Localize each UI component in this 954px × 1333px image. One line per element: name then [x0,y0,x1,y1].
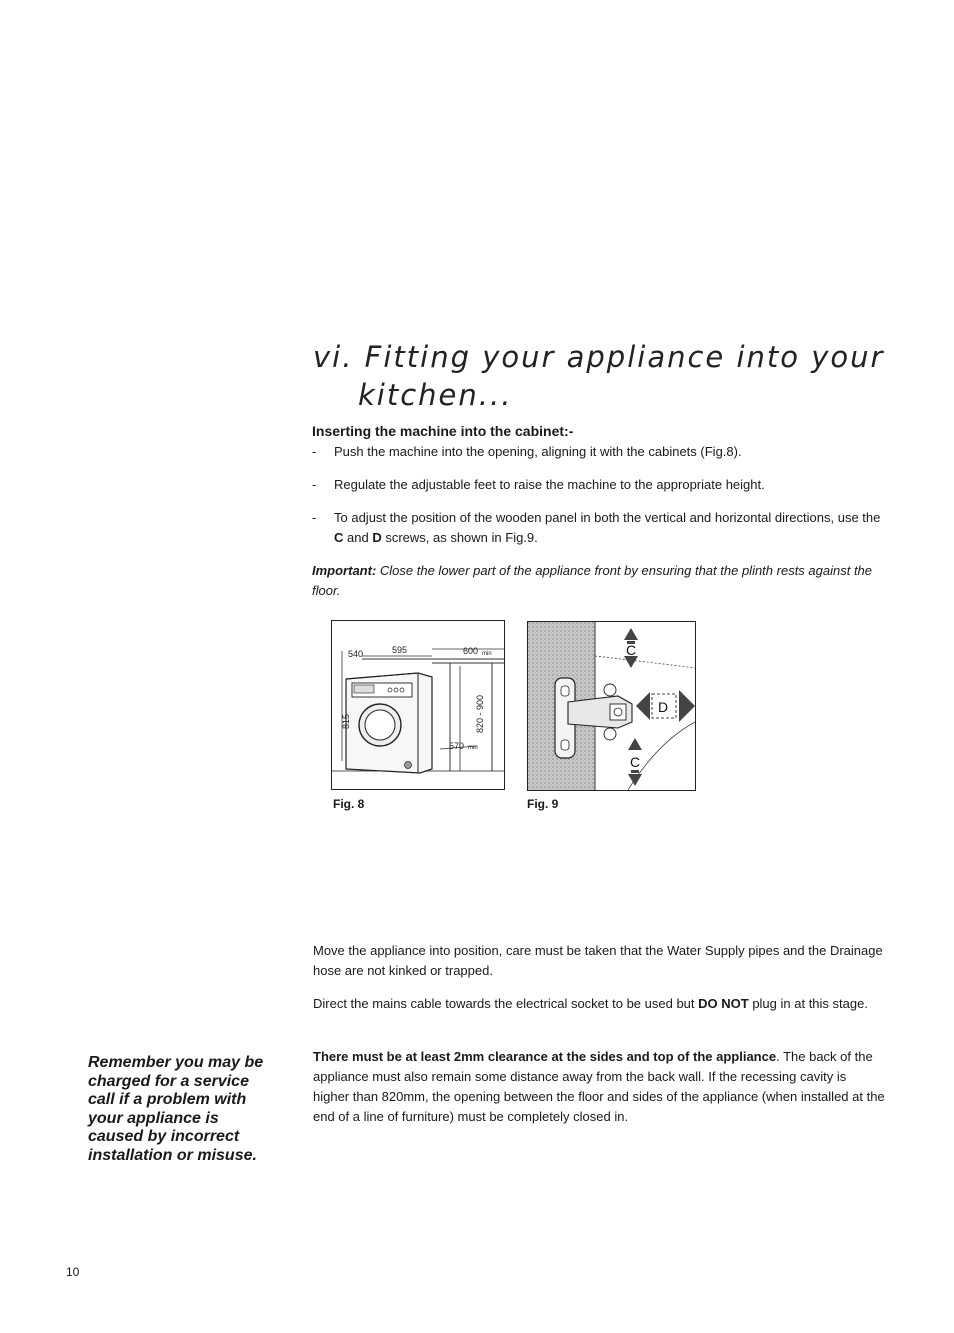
dim-height-label: 820 - 900 [475,694,485,733]
paragraph-clearance [313,1047,885,1127]
screw-c-bottom-label: C [630,754,641,770]
paragraph-emphasis: There must be at least 2mm clearance at the sides and top of the appliance [313,1049,777,1064]
section-subtitle: Inserting the machine into the cabinet:- [312,423,574,439]
bullet-dash: - [312,510,317,525]
dim-600-min-label: min [482,651,492,657]
title-line-1: vi. Fitting your appliance into your [313,340,885,374]
screw-d-label: D [658,699,669,715]
dim-570-label: 570 [449,741,465,751]
bullet-text-part: To adjust the position of the wooden panel in both the vertical and horizontal directions, use the [334,510,881,525]
paragraph-position: Move the appliance into position, care must be taken that the Water Supply pipes and the Drainage hose are not kinked or trapped. [313,943,883,978]
dim-570-min-label: min [468,745,478,751]
bullet-text: Push the machine into the opening, aligning it with the cabinets (Fig.8). [334,444,742,459]
bullet-item-1 [312,442,882,462]
paragraph-text: . The back of the appliance must also remain some distance away from the back wall. If the recessing cavity is higher than 820mm, the opening between the floor and sides of the appliance (when installed at the end of a line of furniture) must be completely closed in. [313,1049,885,1124]
page-title [313,338,913,414]
fig8-drawing [332,621,504,789]
screw-d-label: D [372,530,382,545]
dim-600-label: 600 [463,646,479,656]
dim-595-label: 595 [392,645,408,655]
figure-9-caption: Fig. 9 [527,797,559,811]
paragraph-emphasis: DO NOT [698,996,749,1011]
bullet-text [312,508,882,548]
important-text: Close the lower part of the appliance front by ensuring that the plinth rests against the floor. [312,563,873,598]
bullet-dash: - [312,477,317,492]
bullet-text-part: and [343,530,373,545]
bullet-dash: - [312,444,317,459]
page-number: 10 [66,1265,80,1279]
paragraph-mains-cable [313,994,885,1014]
dim-815-label: 815 [341,713,351,729]
sidenote-warning: Remember you may be charged for a service call if a problem with your appliance is caused by incorrect installation or misuse. [88,1054,264,1164]
screw-c-top-label: C [626,642,637,658]
figure-8-caption: Fig. 8 [333,797,365,811]
bullet-text: Regulate the adjustable feet to raise the machine to the appropriate height. [334,477,765,492]
title-line-2: kitchen... [358,378,513,412]
dim-540-label: 540 [348,649,364,659]
figure-9-diagram [527,621,696,791]
important-note [312,561,884,601]
fig9-drawing [528,622,695,790]
screw-c-label: C [334,530,344,545]
paragraph-text: Direct the mains cable towards the electrical socket to be used but [313,996,699,1011]
important-label: Important: [312,563,377,578]
bullet-text-part: screws, as shown in Fig.9. [381,530,538,545]
paragraph-text: plug in at this stage. [748,996,868,1011]
bullet-item-2 [312,475,882,495]
bullet-item-3 [312,508,882,548]
figure-8-diagram [331,620,505,790]
